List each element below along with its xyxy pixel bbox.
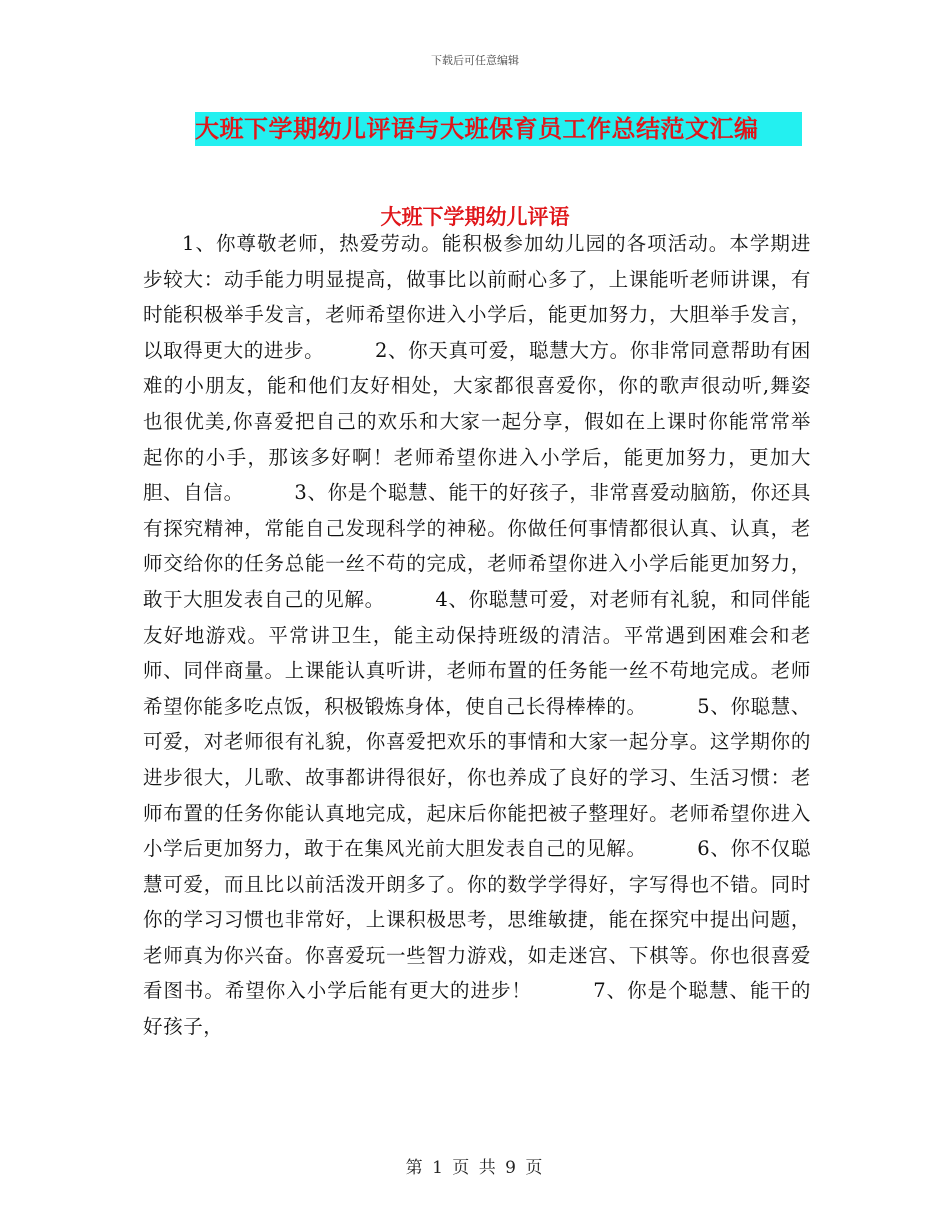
page-header-note: 下载后可任意编辑 xyxy=(431,54,519,67)
document-title: 大班下学期幼儿评语与大班保育员工作总结范文汇编 xyxy=(195,112,802,146)
body-paragraph: 1、你尊敬老师，热爱劳动。能积极参加幼儿园的各项活动。本学期进步较大：动手能力明显提高，做事比以前耐心多了，上课能听老师讲课，有时能积极举手发言，老师希望你进入小学后，能更加努力，大胆举手发言，以取得更大的进步。 2、你天真可爱，聪慧大方。你非常同意帮助有困难的小朋友，能和他们友好相处，大家都很喜爱你，你的歌声很动听,舞姿也很优美,你喜爱把自己的欢乐和大家一起分享，假如在上课时你能常常举起你的小手，那该多好啊！老师希望你进入小学后，能更加努力，更加大胆、自信。 3、你是个聪慧、能干的好孩子，非常喜爱动脑筋，你还具有探究精神，常能自己发现科学的神秘。你做任何事情都很认真、认真，老师交给你的任务总能一丝不苟的完成，老师希望你进入小学后能更加努力，敢于大胆发表自己的见解。 4、你聪慧可爱，对老师有礼貌，和同伴能友好地游戏。平常讲卫生，能主动保持班级的清洁。平常遇到困难会和老师、同伴商量。上课能认真听讲，老师布置的任务能一丝不苟地完成。老师希望你能多吃点饭，积极锻炼身体，使自己长得棒棒的。 5、你聪慧、可爱，对老师很有礼貌，你喜爱把欢乐的事情和大家一起分享。这学期你的进步很大，儿歌、故事都讲得很好，你也养成了良好的学习、生活习惯：老师布置的任务你能认真地完成，起床后你能把被子整理好。老师希望你进入小学后更加努力，敢于在集风光前大胆发表自己的见解。 6、你不仅聪慧可爱，而且比以前活泼开朗多了。你的数学学得好，字写得也不错。同时你的学习习惯也非常好，上课积极思考，思维敏捷，能在探究中提出问题，老师真为你兴奋。你喜爱玩一些智力游戏，如走迷宫、下棋等。你也很喜爱看图书。希望你入小学后能有更大的进步！ 7、你是个聪慧、能干的好孩子， xyxy=(143,232,811,1039)
page-number-footer: 第 1 页 共 9 页 xyxy=(405,1158,545,1178)
section-title: 大班下学期幼儿评语 xyxy=(380,205,570,229)
